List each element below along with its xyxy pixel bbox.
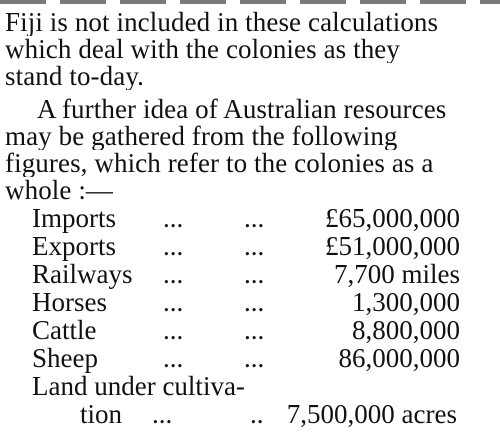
leader-dots: ... <box>163 287 184 317</box>
leader-dots: ... <box>244 259 265 289</box>
top-divider <box>0 0 500 4</box>
text-line: whole :— <box>5 177 114 204</box>
stat-row-exports <box>0 233 500 260</box>
text-line: figures, which refer to the colonies as a <box>5 150 434 177</box>
text-line: which deal with the colonies as they <box>5 36 400 63</box>
stat-row-cattle <box>0 317 500 344</box>
stat-row-horses <box>0 289 500 316</box>
stat-value: 8,800,000 <box>352 315 460 345</box>
leader-dots: ... <box>152 399 173 429</box>
stat-value: 86,000,000 <box>338 343 460 373</box>
stat-row-imports <box>0 205 500 232</box>
text-line: A further idea of Australian resources <box>37 96 447 123</box>
leader-dots: ... <box>244 315 265 345</box>
leader-dots: .. <box>250 399 264 429</box>
stat-value: 7,500,000 acres <box>286 399 457 429</box>
stat-row-land-cultivation <box>0 401 500 428</box>
stat-row-railways <box>0 261 500 288</box>
text-line: stand to-day. <box>5 63 145 90</box>
stat-label: Sheep <box>32 343 98 373</box>
stat-value: 7,700 miles <box>334 259 460 289</box>
paragraph-resources-intro <box>5 96 495 204</box>
leader-dots: ... <box>244 203 265 233</box>
leader-dots: ... <box>163 259 184 289</box>
stat-label: Cattle <box>32 315 97 345</box>
stat-row-land-label <box>0 373 500 400</box>
stat-value: 1,300,000 <box>352 287 460 317</box>
leader-dots: ... <box>163 315 184 345</box>
text-line: Fiji is not included in these calculations <box>5 9 439 36</box>
stat-label: Exports <box>32 231 116 261</box>
leader-dots: ... <box>244 343 265 373</box>
leader-dots: ... <box>163 203 184 233</box>
paragraph-fiji-note <box>5 9 495 90</box>
stat-label: tion <box>80 399 123 429</box>
stat-value: £65,000,000 <box>325 203 460 233</box>
leader-dots: ... <box>163 231 184 261</box>
leader-dots: ... <box>244 287 265 317</box>
stat-row-sheep <box>0 345 500 372</box>
stat-label: Land under cultiva- <box>32 371 245 401</box>
leader-dots: ... <box>244 231 265 261</box>
text-line: may be gathered from the following <box>5 123 398 150</box>
stat-label: Railways <box>32 259 133 289</box>
leader-dots: ... <box>163 343 184 373</box>
stat-value: £51,000,000 <box>325 231 460 261</box>
stat-label: Imports <box>32 203 116 233</box>
stat-label: Horses <box>32 287 107 317</box>
